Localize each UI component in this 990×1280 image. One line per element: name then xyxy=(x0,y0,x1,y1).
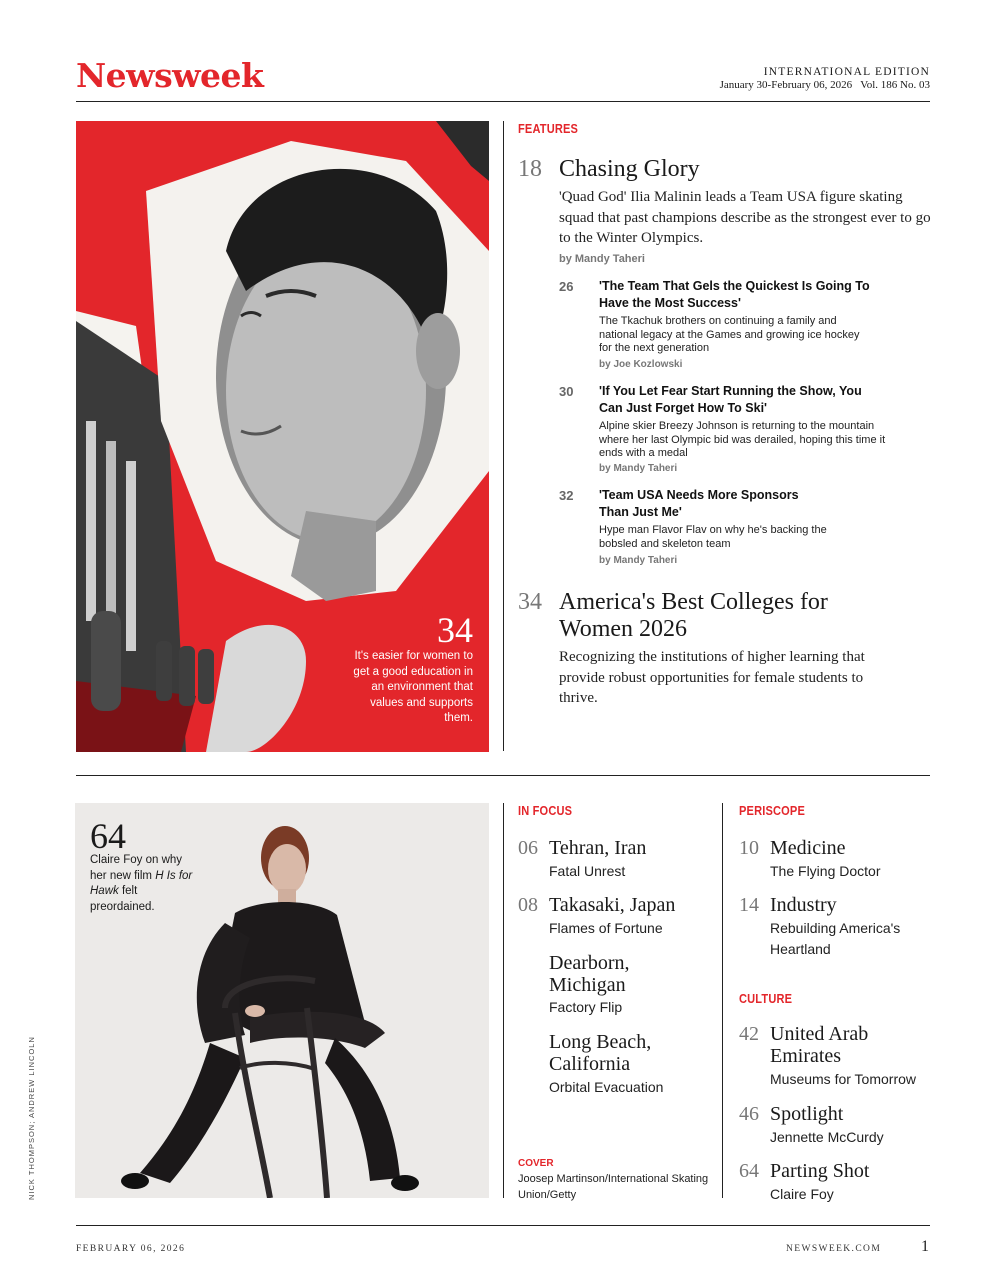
sub-feature-page-number[interactable]: 26 xyxy=(559,279,574,294)
footer-date: FEBRUARY 06, 2026 xyxy=(76,1244,186,1254)
in-focus-title[interactable]: Long Beach, California xyxy=(549,1031,652,1075)
sub-feature-title[interactable]: 'The Team That Gels the Quickest Is Going To Have the Most Success' xyxy=(599,279,870,310)
cover-caption: It's easier for women to get a good education in an environment that values and supports them. xyxy=(353,650,473,724)
in-focus-title[interactable]: Tehran, Iran xyxy=(549,837,647,859)
in-focus-page-number[interactable]: 08 xyxy=(518,894,538,916)
caption-text: Claire Foy on why her new film xyxy=(90,854,183,882)
photo-page-number[interactable]: 64 xyxy=(90,816,126,856)
culture-title[interactable]: Spotlight xyxy=(770,1103,844,1125)
sub-feature-byline: by Mandy Taheri xyxy=(599,463,678,474)
in-focus-title[interactable]: Takasaki, Japan xyxy=(549,894,676,916)
claire-foy-photo[interactable] xyxy=(75,803,489,1198)
sub-feature-title[interactable]: 'If You Let Fear Start Running the Show, You Can Just Forget How To Ski' xyxy=(599,384,862,415)
cover-feature-image[interactable] xyxy=(76,121,489,752)
photo-caption xyxy=(90,853,200,915)
in-focus-page-number[interactable]: 06 xyxy=(518,837,538,859)
column-divider xyxy=(503,121,504,751)
in-focus-subtitle: Factory Flip xyxy=(549,999,623,1015)
sub-feature-title[interactable]: 'Team USA Needs More Sponsors Than Just Me' xyxy=(599,488,799,519)
sub-feature-page-number[interactable]: 30 xyxy=(559,384,574,399)
periscope-page-number[interactable]: 10 xyxy=(739,837,759,859)
feature-page-number[interactable]: 18 xyxy=(518,156,542,182)
in-focus-subtitle: Flames of Fortune xyxy=(549,920,663,936)
culture-subtitle: Claire Foy xyxy=(770,1186,834,1202)
feature-byline: by Mandy Taheri xyxy=(559,253,645,265)
issue-dates-volume: January 30-February 06, 2026 Vol. 186 No. 03 xyxy=(719,79,930,91)
culture-page-number[interactable]: 46 xyxy=(739,1103,759,1125)
sub-feature-byline: by Mandy Taheri xyxy=(599,555,678,566)
periscope-subtitle: The Flying Doctor xyxy=(770,863,881,879)
masthead xyxy=(76,56,930,102)
column-divider xyxy=(503,803,504,1198)
feature-title[interactable]: Chasing Glory xyxy=(559,156,700,182)
periscope-page-number[interactable]: 14 xyxy=(739,894,759,916)
footer-divider xyxy=(76,1225,930,1226)
in-focus-label: IN FOCUS xyxy=(518,803,573,818)
cover-credit-text: Joosep Martinson/International Skating Union/Getty xyxy=(518,1173,709,1201)
sub-feature-description: Alpine skier Breezy Johnson is returning to the mountain where her last Olympic bid was derailed, hoping this time it ends with a medal xyxy=(599,420,886,460)
newsweek-logo[interactable]: Newsweek xyxy=(76,56,264,95)
culture-page-number[interactable]: 64 xyxy=(739,1160,759,1182)
in-focus-title[interactable]: Dearborn, Michigan xyxy=(549,952,630,996)
feature-title[interactable]: America's Best Colleges for Women 2026 xyxy=(559,589,828,642)
periscope-label: PERISCOPE xyxy=(739,803,806,818)
culture-subtitle: Jennette McCurdy xyxy=(770,1129,884,1145)
footer-page-number: 1 xyxy=(921,1238,929,1255)
in-focus-subtitle: Orbital Evacuation xyxy=(549,1079,664,1095)
sub-feature-description: Hype man Flavor Flav on why he's backing the bobsled and skeleton team xyxy=(599,524,827,550)
photo-credit: NICK THOMPSON; ANDREW LINCOLN xyxy=(27,1036,36,1200)
sub-feature-page-number[interactable]: 32 xyxy=(559,488,574,503)
edition-label: INTERNATIONAL EDITION xyxy=(763,66,930,78)
in-focus-subtitle: Fatal Unrest xyxy=(549,863,626,879)
section-divider xyxy=(76,775,930,776)
culture-label: CULTURE xyxy=(739,991,793,1006)
feature-page-number[interactable]: 34 xyxy=(518,589,542,615)
periscope-subtitle: Rebuilding America's Heartland xyxy=(770,920,901,957)
periscope-title[interactable]: Medicine xyxy=(770,837,846,859)
film-title: H Is for Hawk xyxy=(90,869,193,897)
feature-description: 'Quad God' Ilia Malinin leads a Team USA figure skating squad that past champions describe as the strongest ever to go to the Winter Olympics. xyxy=(559,189,931,246)
culture-subtitle: Museums for Tomorrow xyxy=(770,1071,917,1087)
caption-text: felt preordained. xyxy=(90,885,155,913)
edition-info xyxy=(720,66,930,91)
features-label: FEATURES xyxy=(518,121,579,136)
culture-page-number[interactable]: 42 xyxy=(739,1023,759,1045)
column-divider xyxy=(722,803,723,1198)
culture-title[interactable]: United Arab Emirates xyxy=(770,1023,869,1067)
cover-page-number[interactable]: 34 xyxy=(437,610,473,650)
feature-description: Recognizing the institutions of higher learning that provide robust opportunities for female students to thrive. xyxy=(559,649,865,706)
footer-website[interactable]: NEWSWEEK.COM xyxy=(786,1244,882,1254)
periscope-title[interactable]: Industry xyxy=(770,894,837,916)
sub-feature-description: The Tkachuk brothers on continuing a family and national legacy at the Games and growing ice hockey for the next generation xyxy=(599,315,860,355)
cover-credit-label: COVER xyxy=(518,1158,554,1169)
culture-title[interactable]: Parting Shot xyxy=(770,1160,870,1182)
sub-feature-byline: by Joe Kozlowski xyxy=(599,359,683,370)
